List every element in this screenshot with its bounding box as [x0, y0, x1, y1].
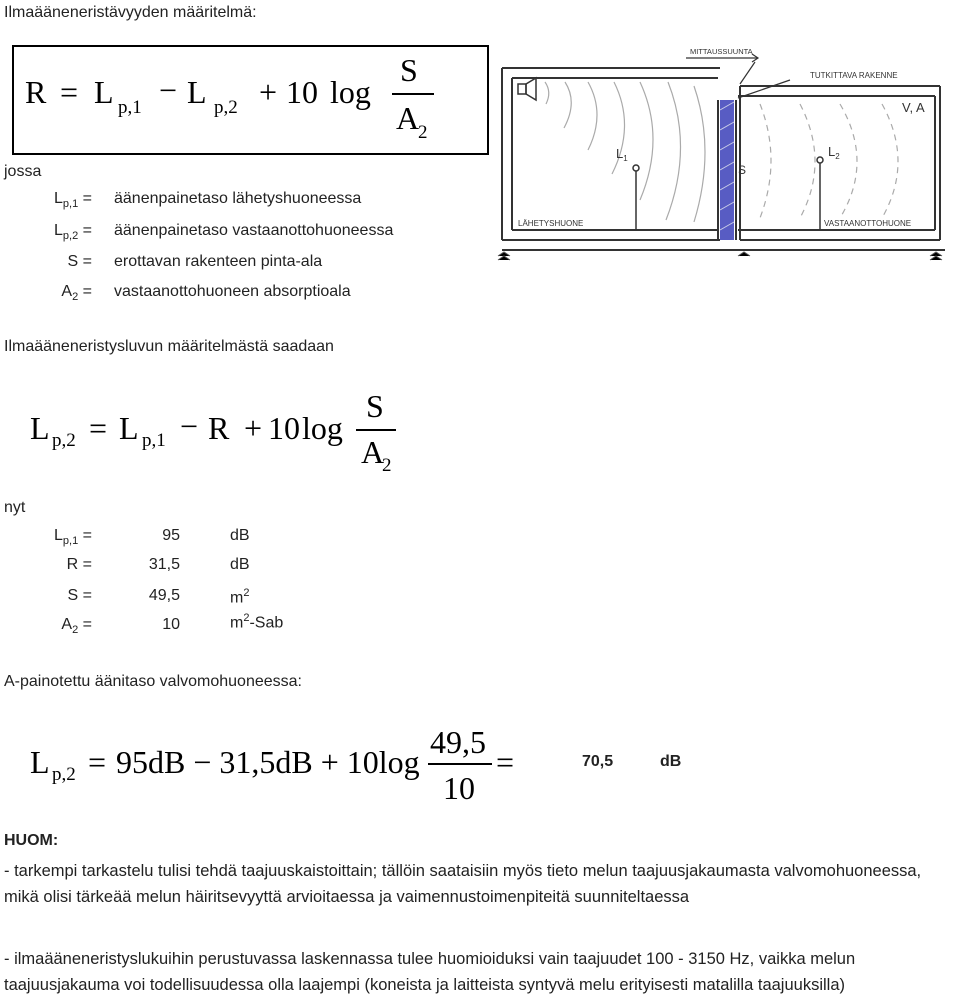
def-text-s: erottavan rakenteen pinta-ala — [114, 253, 323, 270]
unit-lp1: dB — [230, 527, 250, 544]
formula2-denominator-sub: 2 — [382, 455, 392, 476]
formula1-fraction-bar — [392, 93, 434, 95]
formula2-fraction-bar — [356, 429, 396, 431]
structure-label: TUTKITTAVA RAKENNE — [810, 71, 898, 80]
formula1-numerator: S — [400, 52, 418, 88]
formula1-log: log — [330, 74, 371, 110]
test-structure — [720, 100, 734, 240]
value-lp1: 95 — [162, 527, 180, 544]
value-symbol-a2: $A_2$ = — [61, 616, 92, 637]
page-title: Ilmaääneneristävyyden määritelmä: — [4, 4, 257, 21]
value-a2: 10 — [162, 616, 180, 633]
value-s: 49,5 — [148, 587, 180, 604]
formula3-denominator: 10 — [443, 770, 475, 806]
formula3-equals-2: = — [496, 744, 515, 780]
source-room-label: LÄHETYSHUONE — [518, 219, 584, 228]
formula3-L: L — [30, 744, 50, 780]
formula2-minus: − — [180, 408, 199, 444]
microphone-l2 — [817, 157, 823, 230]
note-frequency-bands: - tarkempi tarkastelu tulisi tehdä taajuuskaistoittain; tällöin saataisiin myös tieto melun taajuusjakaumasta valvomohuoneessa, mikä olisi tärkeää melun häiritsevyyttä arvioitaessa ja vaimennustoimenpiteitä suunniteltaessa — [4, 862, 922, 906]
formula2-L1: L — [119, 410, 139, 446]
microphone-l1 — [633, 165, 639, 230]
l1-label: $L_1$ — [616, 146, 628, 163]
value-r: 31,5 — [148, 556, 180, 573]
derived-intro: Ilmaääneneristysluvun määritelmästä saadaan — [4, 338, 334, 355]
note-frequency-range: - ilmaääneneristyslukuihin perustuvassa laskennassa tulee huomioiduksi vain taajuudet 100 - 3150 Hz, vaikka melun taajuusjakauma voi todellisuudessa olla laajempi (koneista ja laitteista syntyvä melu erityisesti matalilla taajuuksilla) — [4, 950, 856, 994]
note-title: HUOM: — [4, 832, 59, 849]
formula1-minus: − — [159, 72, 178, 108]
def-text-lp2: äänenpainetaso vastaanottohuoneessa — [114, 222, 394, 239]
ground-hatch — [498, 252, 942, 260]
unit-a2: $m^2$-Sab — [230, 612, 284, 632]
def-text-a2: vastaanottohuoneen absorptioala — [114, 283, 351, 300]
formula1-ten: 10 — [286, 74, 318, 110]
def-symbol-lp2: $L_{p,2}$ = — [54, 222, 92, 243]
unit-s: $m^2$ — [230, 587, 250, 607]
formula1-R: R — [25, 74, 47, 110]
def-symbol-a2: $A_2$ = — [61, 283, 92, 304]
formula1-plus: + — [259, 74, 278, 110]
value-symbol-r: R = — [66, 556, 92, 573]
result-unit: dB — [660, 753, 682, 770]
value-symbol-s: S = — [67, 587, 92, 604]
direction-label: MITTAUSSUUNTA — [690, 47, 753, 56]
jossa-label: jossa — [4, 163, 42, 180]
formula3-numerator: 49,5 — [430, 724, 486, 760]
formula2-L: L — [30, 410, 50, 446]
formula2-log: log — [302, 410, 343, 446]
formula1-sub2: p,2 — [214, 97, 238, 118]
speaker-icon — [518, 78, 536, 100]
formula3-expression: 95dB − 31,5dB + 10log — [116, 744, 420, 780]
room-sketch — [490, 40, 956, 280]
formula2-R: R — [208, 410, 230, 446]
nyt-label: nyt — [4, 499, 26, 516]
formula1-L2: L — [187, 74, 207, 110]
formula2-sub: p,2 — [52, 430, 76, 451]
va-label: V, A — [902, 100, 925, 115]
result-value: 70,5 — [582, 753, 614, 770]
def-text-lp1: äänenpainetaso lähetyshuoneessa — [114, 190, 362, 207]
formula2-equals: = — [89, 410, 108, 446]
formula2-numerator: S — [366, 388, 384, 424]
formula1-equals: = — [60, 74, 79, 110]
formula3-equals: = — [88, 744, 107, 780]
result-heading: A-painotettu äänitaso valvomohuoneessa: — [4, 673, 302, 690]
formula1-denominator-sub: 2 — [418, 122, 428, 143]
receive-room-label: VASTAANOTTOHUONE — [824, 219, 912, 228]
value-symbol-lp1: $L_{p,1}$ = — [54, 527, 92, 548]
formula2-ten: 10 — [268, 410, 300, 446]
formula3-sub: p,2 — [52, 764, 76, 785]
s-label: S — [738, 163, 747, 177]
formula2-sub1: p,1 — [142, 430, 166, 451]
formula3-fraction-bar — [428, 763, 492, 765]
def-symbol-lp1: $L_{p,1}$ = — [54, 190, 92, 211]
def-symbol-s: S = — [67, 253, 92, 270]
formula1-denominator: A — [396, 100, 420, 136]
direction-arrow — [686, 54, 790, 98]
l2-label: $L_2$ — [828, 144, 840, 161]
unit-r: dB — [230, 556, 250, 573]
formula2-plus: + — [244, 410, 263, 446]
formula2-denominator: A — [361, 434, 385, 470]
formula1-sub1: p,1 — [118, 97, 142, 118]
formula1-L1: L — [94, 74, 114, 110]
